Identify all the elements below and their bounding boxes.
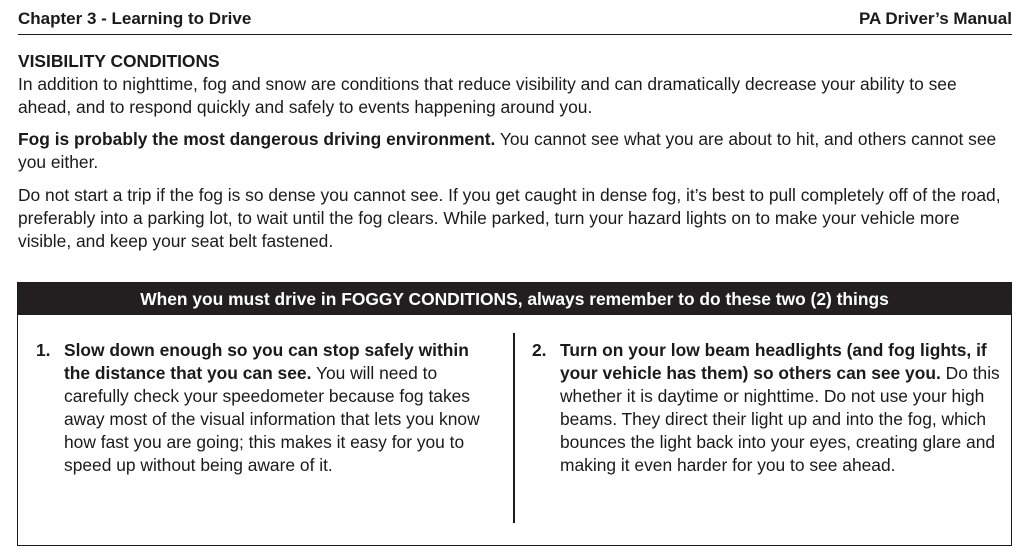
foggy-conditions-box [17, 282, 1012, 546]
fog-text: You cannot see what you are about to hit, and others cannot see you either. [18, 129, 997, 172]
tip-number: 2. [532, 340, 547, 360]
chapter-title: Chapter 3 - Learning to Drive [18, 9, 252, 28]
tip-text: Do this whether it is daytime or nighttime. Do not use your high beams. They direct their light up and into the fog, which bounces the light back into your eyes, creating glare and making it even harder for you to see ahead. [560, 363, 1000, 475]
visibility-section [18, 50, 1012, 253]
manual-title: PA Driver’s Manual [858, 9, 1012, 28]
tip-number: 1. [36, 340, 51, 360]
tip-text: You will need to carefully check your speedometer because fog takes away most of the visual information that lets you know how fast you are going; this makes it easy for you to speed up without being aware of it. [64, 363, 480, 475]
tip-body [560, 339, 1002, 477]
box-heading: When you must drive in FOGGY CONDITIONS, always remember to do these two (2) things [18, 283, 1011, 315]
intro-paragraph: In addition to nighttime, fog and snow are conditions that reduce visibility and can dramatically decrease your ability to see ahead, and to respond quickly and safely to events happening around you. [18, 74, 957, 117]
tip-item-1 [36, 339, 491, 477]
tip-body [64, 339, 491, 477]
column-divider [513, 333, 515, 523]
tip-emphasis: Slow down enough so you can stop safely within the distance that you can see. [64, 340, 469, 383]
section-title: VISIBILITY CONDITIONS [18, 51, 220, 71]
trip-paragraph: Do not start a trip if the fog is so dense you cannot see. If you get caught in dense fog, it’s best to pull completely off of the road, preferably into a parking lot, to wait until the fog clears. While parked, turn your hazard lights on to make your vehicle more visible, and keep your seat belt fastened. [18, 185, 1001, 251]
fog-paragraph [18, 128, 1012, 174]
fog-emphasis: Fog is probably the most dangerous driving environment. [18, 129, 496, 149]
tip-emphasis: Turn on your low beam headlights (and fog lights, if your vehicle has them) so others can see you. [560, 340, 987, 383]
tip-item-2 [532, 339, 1002, 477]
page-header [18, 8, 1012, 35]
